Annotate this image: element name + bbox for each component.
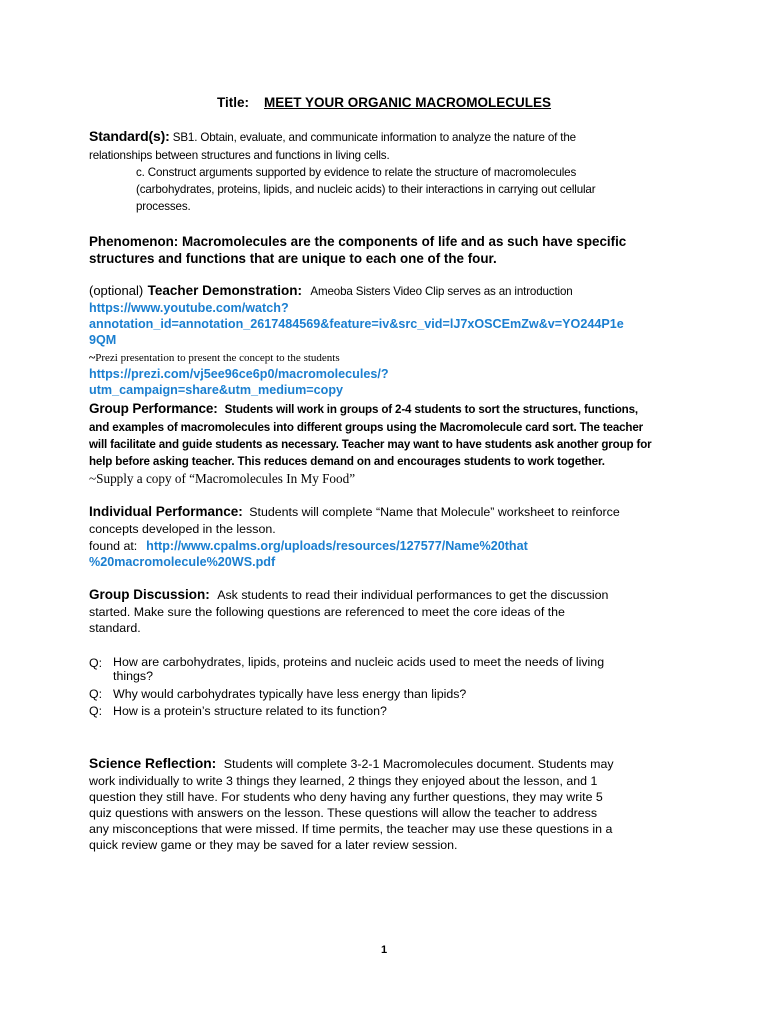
individual-performance-line: concepts developed in the lesson. bbox=[89, 522, 276, 536]
standards-label: Standard(s): bbox=[89, 128, 170, 144]
group-performance-label: Group Performance: bbox=[89, 401, 218, 416]
science-reflection-line: question they still have. For students who deny having any further questions, they may write 5 bbox=[89, 790, 603, 804]
standards-sub-line: c. Construct arguments supported by evidence to relate the structure of macromolecules bbox=[136, 166, 577, 179]
prezi-tilde: ~ bbox=[89, 350, 96, 364]
group-performance-section bbox=[89, 400, 689, 488]
standards-line: relationships between structures and functions in living cells. bbox=[89, 149, 390, 162]
science-reflection-line: work individually to write 3 things they learned, 2 things they enjoyed about the lesson, and 1 bbox=[89, 774, 598, 788]
question-line: How are carbohydrates, lipids, proteins and nucleic acids used to meet the needs of living bbox=[113, 655, 605, 669]
individual-performance-section bbox=[89, 503, 689, 570]
standards-sub-line: (carbohydrates, proteins, lipids, and nucleic acids) to their interactions in carrying out cellular bbox=[136, 183, 596, 196]
science-reflection-line: any misconceptions that were missed. If time permits, the teacher may use these questions in a bbox=[89, 822, 613, 836]
teacher-demo-desc: Ameoba Sisters Video Clip serves as an introduction bbox=[310, 285, 573, 298]
prezi-link-line[interactable]: https://prezi.com/vj5ee96ce6p0/macromolecules/? bbox=[89, 367, 389, 381]
phenomenon-line: Phenomenon: Macromolecules are the components of life and as such have specific bbox=[89, 234, 627, 249]
standards-line: SB1. Obtain, evaluate, and communicate information to analyze the nature of the bbox=[172, 131, 576, 144]
cpalms-link[interactable]: http://www.cpalms.org/uploads/resources/127577/Name%20that bbox=[146, 539, 528, 553]
question-prefix: Q: bbox=[89, 687, 103, 701]
supply-note: ~Supply a copy of “Macromolecules In My Food” bbox=[89, 471, 356, 486]
group-discussion-section bbox=[89, 586, 689, 636]
group-performance-line: Students will work in groups of 2-4 students to sort the structures, functions, bbox=[224, 403, 638, 416]
page-number: 1 bbox=[380, 944, 388, 956]
youtube-link-line[interactable]: annotation_id=annotation_2617484569&feature=iv&src_vid=lJ7xOSCEmZw&v=YO244P1e bbox=[89, 317, 624, 331]
question-line: things? bbox=[113, 669, 153, 683]
title-line bbox=[0, 95, 768, 110]
question-item bbox=[89, 703, 689, 719]
group-discussion-line: standard. bbox=[89, 621, 141, 635]
prezi-link[interactable] bbox=[89, 366, 689, 398]
teacher-demo-section bbox=[89, 282, 689, 398]
youtube-link-line[interactable]: 9QM bbox=[89, 333, 117, 347]
question-item bbox=[89, 686, 689, 702]
group-discussion-line: Ask students to read their individual performances to get the discussion bbox=[217, 588, 609, 602]
prezi-link-line[interactable]: utm_campaign=share&utm_medium=copy bbox=[89, 383, 344, 397]
prezi-note: Prezi presentation to present the concept to the students bbox=[95, 352, 340, 364]
questions-list bbox=[89, 655, 689, 719]
page-title: MEET YOUR ORGANIC MACROMOLECULES bbox=[264, 95, 552, 110]
group-performance-line: help before asking teacher. This reduces demand on and encourages students to work together. bbox=[89, 455, 605, 468]
title-label: Title: bbox=[216, 95, 249, 110]
science-reflection-line: quick review game or they may be saved for a later review session. bbox=[89, 838, 458, 852]
optional-label: (optional) bbox=[89, 283, 144, 298]
individual-performance-line: Students will complete “Name that Molecule” worksheet to reinforce bbox=[249, 505, 620, 519]
group-discussion-label: Group Discussion: bbox=[89, 587, 210, 602]
question-prefix: Q: bbox=[89, 704, 103, 718]
question-item bbox=[89, 655, 689, 683]
science-reflection-label: Science Reflection: bbox=[89, 756, 217, 771]
phenomenon-section bbox=[89, 233, 689, 267]
question-line: How is a protein’s structure related to its function? bbox=[113, 704, 387, 718]
question-line: Why would carbohydrates typically have less energy than lipids? bbox=[113, 687, 467, 701]
standards-section bbox=[89, 127, 689, 215]
science-reflection-line: Students will complete 3-2-1 Macromolecules document. Students may bbox=[223, 757, 614, 771]
phenomenon-line: structures and functions that are unique to each one of the four. bbox=[89, 251, 497, 266]
found-at-label: found at: bbox=[89, 539, 138, 553]
standards-sub-line: processes. bbox=[136, 200, 191, 213]
teacher-demo-label: Teacher Demonstration: bbox=[147, 283, 302, 298]
individual-performance-label: Individual Performance: bbox=[89, 504, 243, 519]
group-performance-line: and examples of macromolecules into different groups using the Macromolecule card sort. The teacher bbox=[89, 421, 644, 434]
science-reflection-line: quiz questions with answers on the lesson. These questions will allow the teacher to address bbox=[89, 806, 598, 820]
group-discussion-line: started. Make sure the following questions are referenced to meet the core ideas of the bbox=[89, 605, 565, 619]
group-performance-line: will facilitate and guide students as necessary. Teacher may want to have students ask another group for bbox=[89, 438, 652, 451]
science-reflection-section bbox=[89, 755, 689, 853]
youtube-link[interactable] bbox=[89, 300, 689, 348]
question-prefix: Q: bbox=[89, 656, 103, 670]
youtube-link-line[interactable]: https://www.youtube.com/watch? bbox=[89, 301, 289, 315]
cpalms-link[interactable]: %20macromolecule%20WS.pdf bbox=[89, 555, 276, 569]
